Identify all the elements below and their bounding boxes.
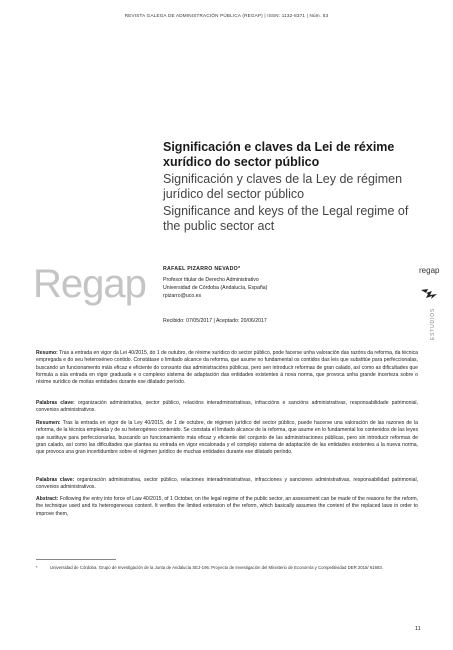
title-english: Significance and keys of the Legal regime of the public sector act bbox=[163, 204, 409, 233]
resumo-text: Tras a entrada en vigor da Lei 40/2015, do 1 de outubro, de réxime xurídico do sector público, pode facerse unha valoración das razóns da reforma, da técnica empregada e do seu heteroxéneo contido. Constátase o limitado alcance da reforma, que asume no fundamental os contidos das leis que substitúe para perfeccionalas, buscando un funcionamento máis eficaz e eficiente do conxunto das administracións públicas, pero sen introducir reformas de gran calado, así como as dificultades que formula a súa entrada en vigor graduada e o complexo sistema de adaptación das entidades existentes á nova norma, que provoca unha grande incerteza sobre o réxime xurídico de moitas entidades durante ese dilatado período. bbox=[36, 350, 418, 386]
regap-logo: Regap bbox=[33, 262, 146, 306]
author-name: RAFAEL PIZARRO NEVADO* bbox=[163, 266, 241, 272]
page-number: 11 bbox=[415, 626, 421, 632]
resumen-text: Tras la entrada en vigor de la Ley 40/2015, de 1 de octubre, de régimen jurídico del sector público, puede hacerse una valoración de las razones de la reforma, de la técnica empleada y de su heterogéneo contenido. Se constata el limitado alcance de la reforma, que asume en lo fundamental los contenidos de las leyes que sustituye para perfeccionarlas, buscando un funcionamiento más eficaz y eficiente del conjunto de las administraciones públicas, pero sin introducir reformas de gran calado, así como las dificultades que plantea su entrada en vigor escalonada y el complejo sistema de adaptación de las entidades existentes a la nueva norma, que provoca una gran incertidumbre sobre el régimen jurídico de muchas entidades durante ese dilatado período. bbox=[36, 420, 418, 456]
keywords-gl-label: Palabras clave: bbox=[36, 400, 75, 406]
title-block bbox=[163, 140, 413, 233]
resumen-paragraph bbox=[36, 420, 418, 456]
footnote-divider bbox=[36, 559, 116, 560]
author-university: Universidad de Córdoba (Andalucía, España) bbox=[163, 285, 268, 291]
abstract-text: Following the entry into force of Law 40/2015, of 1 October, on the legal regime of the public sector, an assessment can be made of the reasons for the reform, the technique used and its heterogeneous content. It verifies the limited extension of the reform, which basically assumes the content of the replaced laws in order to improve them, bbox=[36, 496, 419, 517]
footnote-mark: * bbox=[36, 565, 38, 570]
author-email[interactable]: rpizarro@uco.es bbox=[163, 293, 202, 299]
emblem-icon bbox=[420, 287, 438, 301]
title-spanish: Significación y claves de la Ley de régimen jurídico del sector público bbox=[163, 172, 403, 201]
side-regap-logo: regap bbox=[419, 266, 440, 275]
footnote bbox=[36, 565, 418, 571]
resumen-label: Resumen: bbox=[36, 420, 61, 426]
journal-header: REVISTA GALEGA DE ADMINISTRACIÓN PÚBLICA (REGAP) | ISSN: 1132-8371 | Núm. 53 bbox=[124, 13, 329, 18]
title-galician: Significación e claves da Lei de réxime xurídico do sector público bbox=[163, 140, 395, 169]
section-label: ESTUDIOS bbox=[430, 308, 436, 340]
keywords-es-text: organización administrativa, sector público, relaciones interadministrativas, infracciones y sanciones administrativas, responsabilidad patrimonial, convenios administrativos. bbox=[36, 477, 418, 491]
keywords-es-label: Palabras clave: bbox=[36, 477, 75, 483]
resumo-label: Resumo: bbox=[36, 350, 58, 356]
received-accepted-dates: Recibido: 07/05/2017 | Aceptado: 20/06/2017 bbox=[163, 318, 267, 324]
abstract-paragraph bbox=[36, 496, 418, 518]
author-block bbox=[163, 265, 413, 300]
keywords-gl-text: organización administrativa, sector público, relacións interadministrativas, infraccións e sancións administrativas, responsabilidade patrimonial, convenios administrativos. bbox=[36, 400, 418, 414]
resumo-paragraph bbox=[36, 350, 418, 386]
footnote-text: Universidad de Córdoba. Grupo de Investigación de la Junta de Andalucía SEJ-196. Proyecto de Investigación del Ministerio de Economía y Competitividad DER 2015/ 61683. bbox=[50, 565, 383, 570]
author-position: Profesor titular de Derecho Administrativo bbox=[163, 277, 259, 283]
keywords-spanish bbox=[36, 477, 418, 492]
keywords-galician bbox=[36, 400, 418, 415]
abstract-label: Abstract: bbox=[36, 496, 59, 502]
